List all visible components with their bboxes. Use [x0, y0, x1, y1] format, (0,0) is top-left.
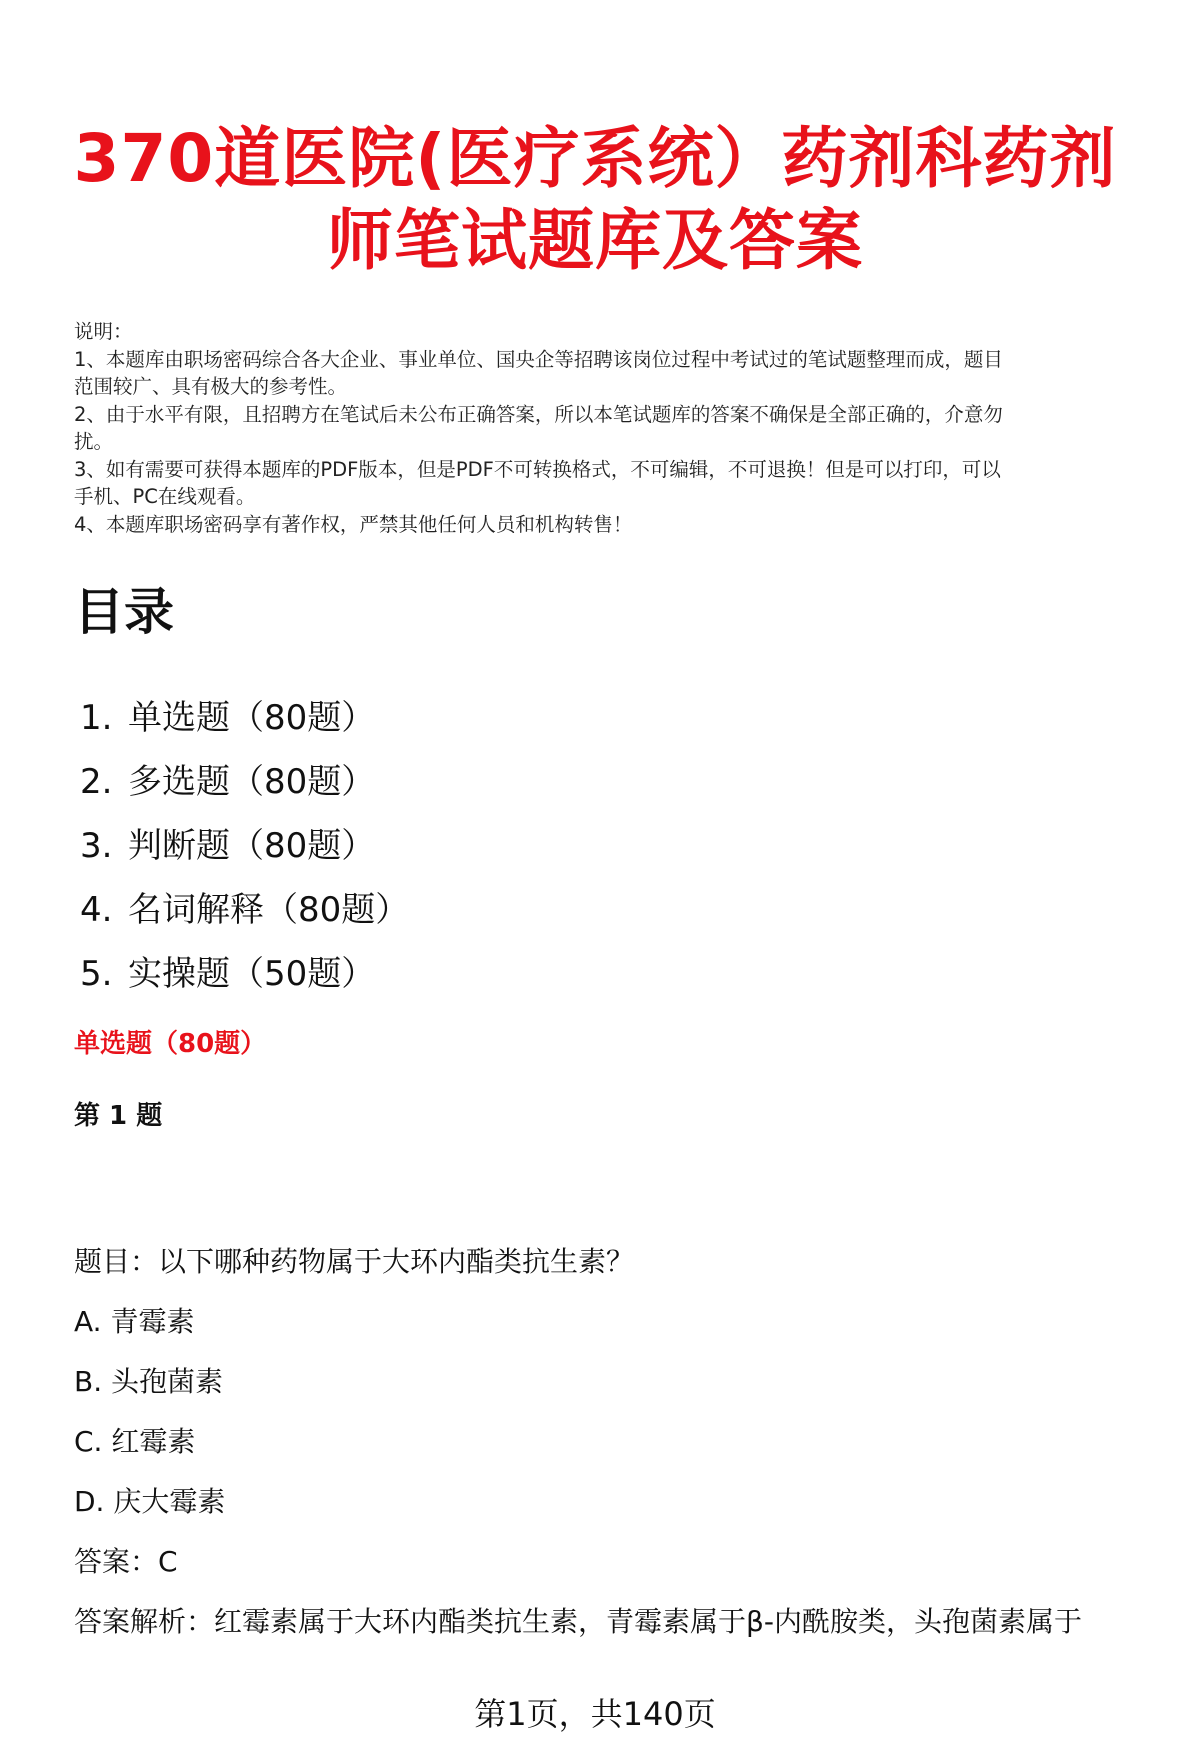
toc-heading: 目录 [74, 583, 174, 641]
toc-item-number: 5. [80, 954, 113, 994]
option-a: A. 青霉素 [74, 1305, 195, 1338]
question-number: 第 1 题 [74, 1101, 163, 1131]
note-line: 2、由于水平有限，且招聘方在笔试后未公布正确答案，所以本笔试题库的答案不确保是全部正确的，介意勿 [74, 402, 1003, 426]
table-of-contents [80, 686, 409, 1006]
page-footer: 第1页，共140页 [474, 1695, 716, 1733]
note-line: 手机、PC在线观看。 [74, 485, 256, 508]
toc-item-label: 名词解释（80题） [128, 890, 410, 930]
note-line: 扰。 [74, 430, 114, 453]
toc-item-label: 单选题（80题） [128, 698, 376, 738]
notes-block [74, 318, 1154, 538]
note-line: 4、本题库职场密码享有著作权，严禁其他任何人员和机构转售！ [74, 512, 633, 536]
question-text: 题目：以下哪种药物属于大环内酯类抗生素？ [74, 1245, 635, 1278]
toc-item[interactable] [80, 878, 409, 942]
option-d: D. 庆大霉素 [74, 1485, 226, 1518]
toc-item-label: 判断题（80题） [128, 826, 376, 866]
answer-analysis: 答案解析：红霉素属于大环内酯类抗生素，青霉素属于β-内酰胺类，头孢菌素属于 [74, 1605, 1082, 1638]
answer-text: 答案：C [74, 1545, 178, 1578]
toc-item[interactable] [80, 750, 409, 814]
option-c: C. 红霉素 [74, 1425, 196, 1458]
toc-item-number: 1. [80, 698, 113, 738]
title-line-1: 370道医院(医疗系统）药剂科药剂 [73, 120, 1117, 197]
notes-heading: 说明： [74, 320, 133, 343]
toc-item[interactable] [80, 686, 409, 750]
title-line-2: 师笔试题库及答案 [327, 202, 863, 279]
note-line: 1、本题库由职场密码综合各大企业、事业单位、国央企等招聘该岗位过程中考试过的笔试题整理而成，题目 [74, 347, 1003, 371]
toc-item-number: 4. [80, 890, 113, 930]
toc-item-number: 2. [80, 762, 113, 802]
toc-item-label: 多选题（80题） [128, 762, 376, 802]
toc-item-number: 3. [80, 826, 113, 866]
section-title: 单选题（80题） [74, 1029, 267, 1059]
note-line: 范围较广、具有极大的参考性。 [74, 375, 348, 398]
document-title [60, 118, 1130, 282]
option-b: B. 头孢菌素 [74, 1365, 224, 1398]
note-line: 3、如有需要可获得本题库的PDF版本，但是PDF不可转换格式，不可编辑，不可退换！但是可以打印，可以 [74, 457, 1001, 481]
toc-item[interactable] [80, 942, 409, 1006]
toc-item-label: 实操题（50题） [128, 954, 376, 994]
toc-item[interactable] [80, 814, 409, 878]
